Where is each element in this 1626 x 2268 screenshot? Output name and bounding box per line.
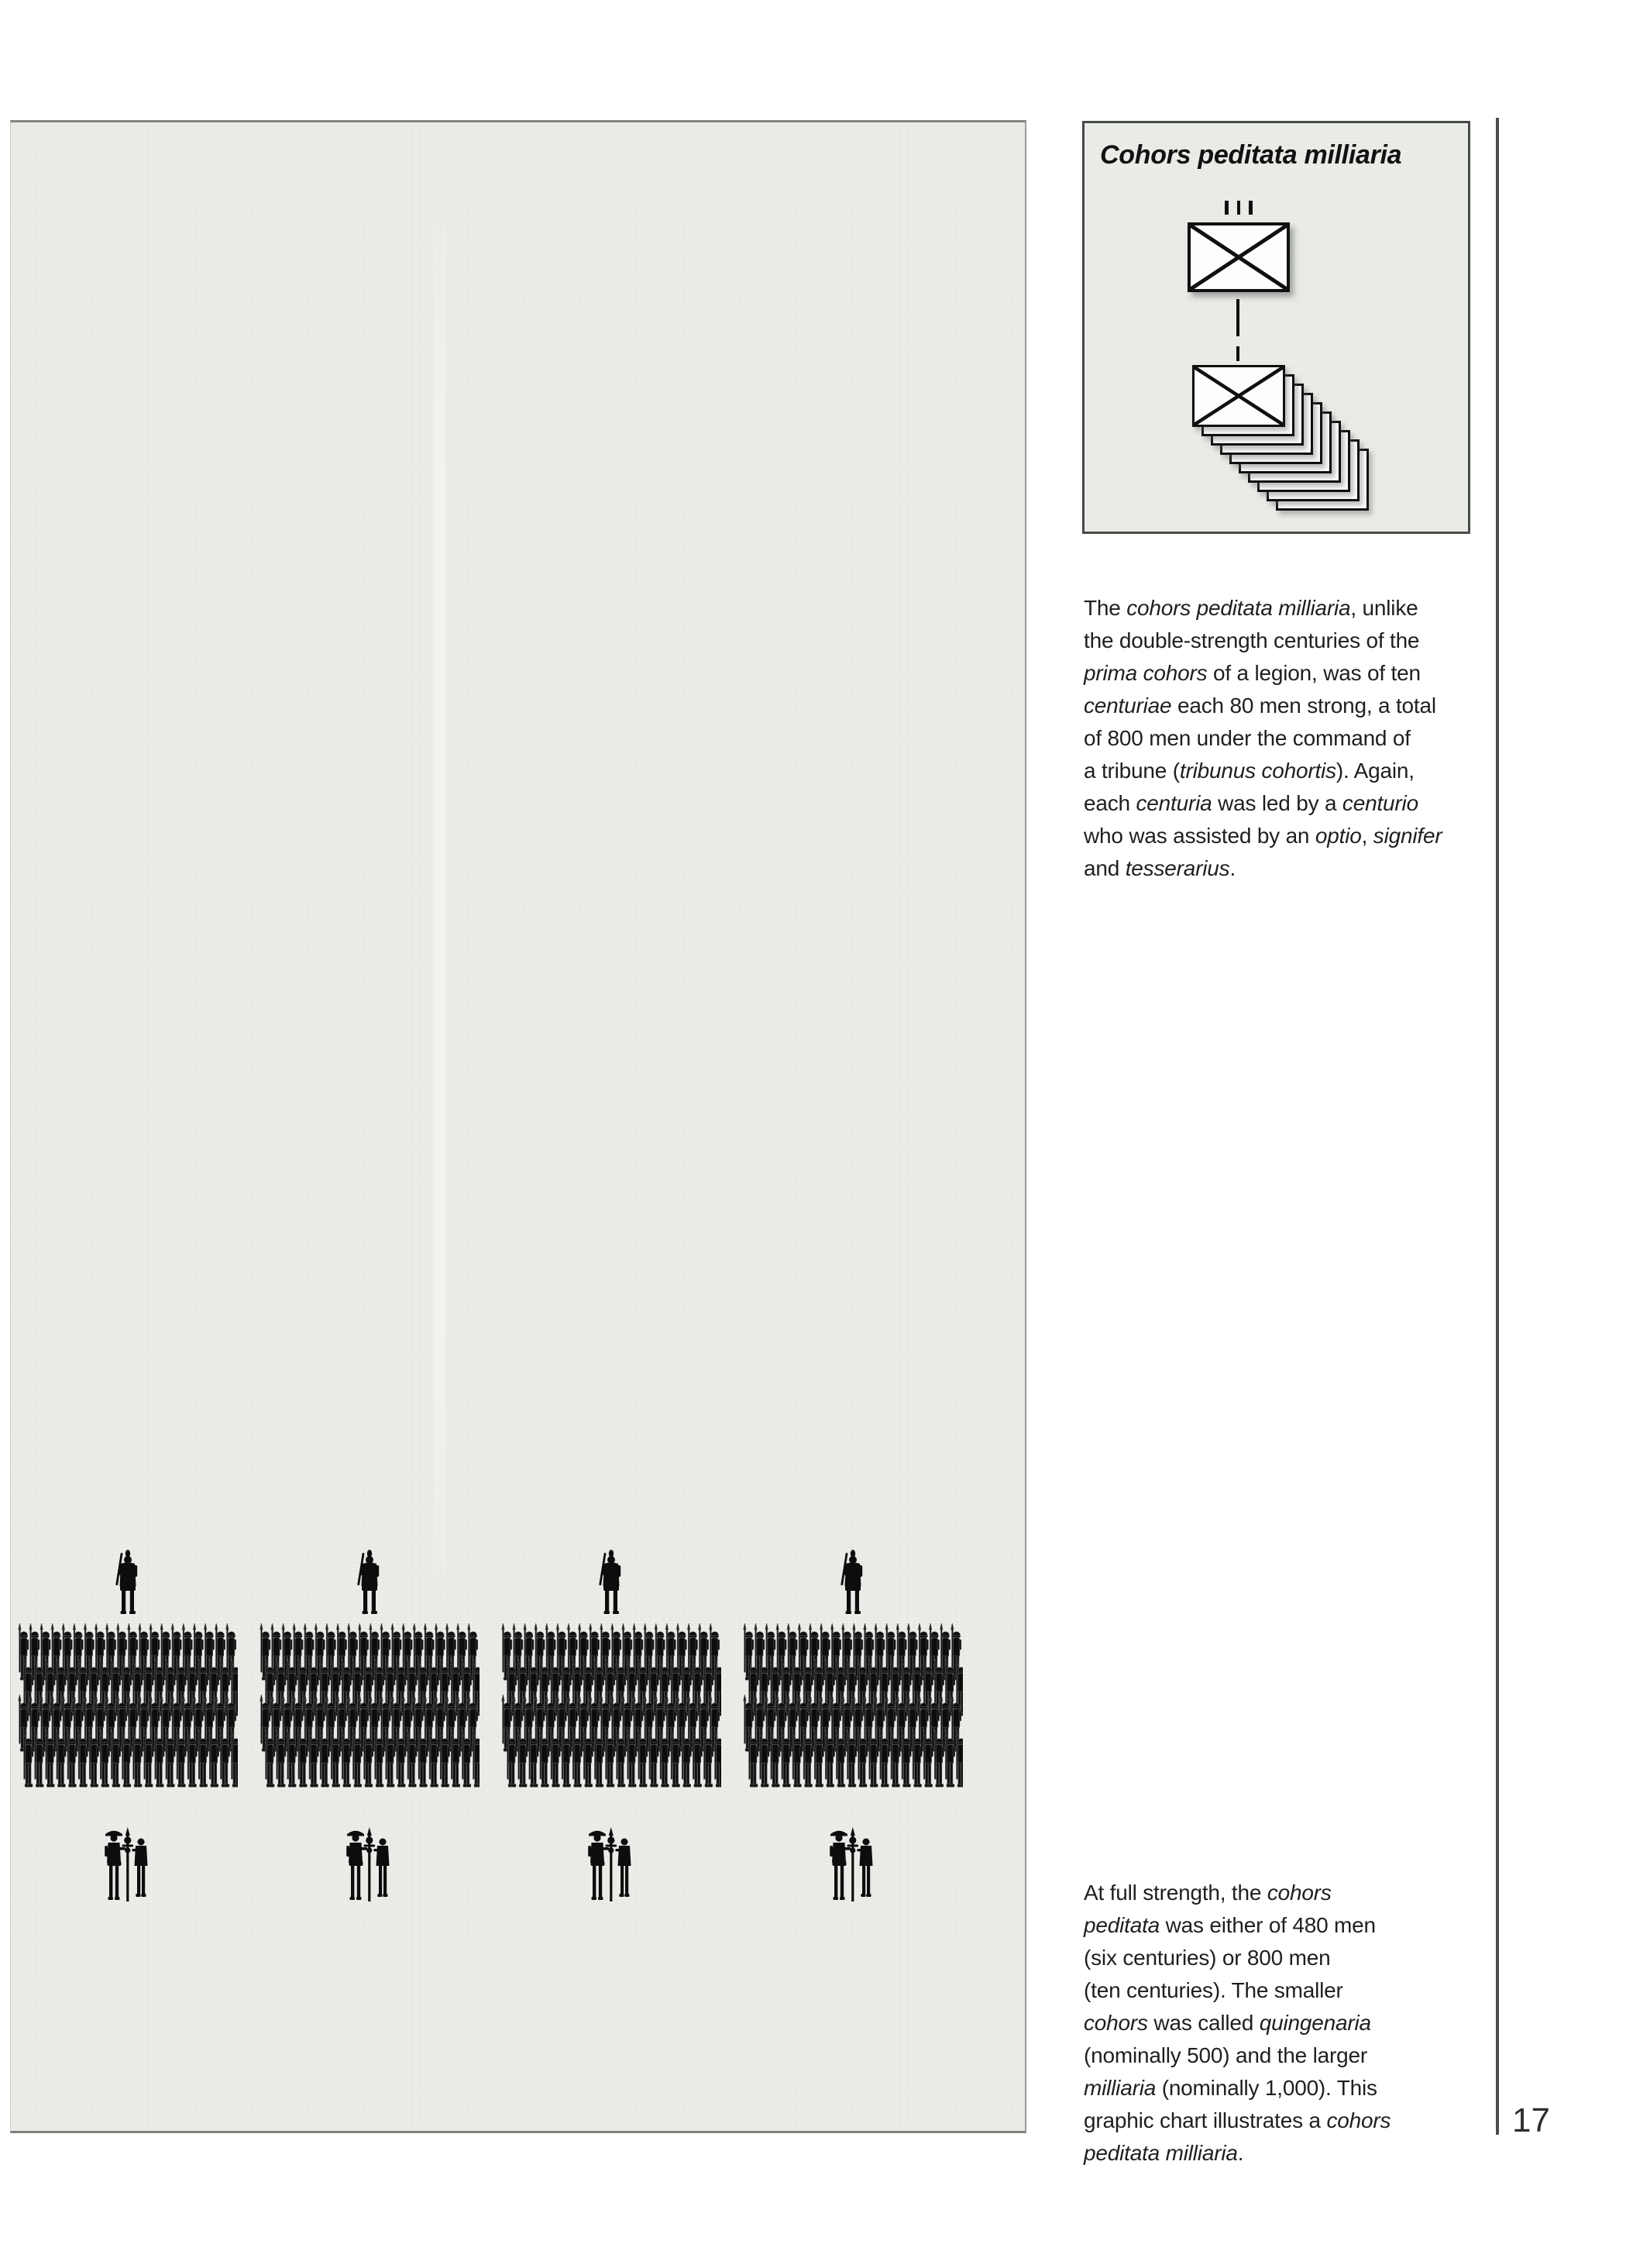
caption-line: centuriae each 80 men strong, a total: [1084, 693, 1436, 718]
standard-bearer-group-icon: [102, 1827, 153, 1903]
scan-streak: [433, 184, 445, 1618]
century-group: [259, 1550, 480, 2069]
caption-line: peditata was either of 480 men: [1084, 1913, 1376, 1937]
illustration-panel: [10, 120, 1026, 2133]
caption-line: cohors was called quingenaria: [1084, 2011, 1371, 2035]
caption-line: At full strength, the cohors: [1084, 1881, 1332, 1905]
caption-line: prima cohors of a legion, was of ten: [1084, 661, 1421, 685]
crossed-box-icon: [1191, 225, 1287, 289]
centuries-stack: [1192, 365, 1378, 512]
cohort-unit-symbol: [1188, 222, 1290, 292]
standard-bearer-group-icon: [586, 1827, 637, 1903]
caption-line: a tribune (tribunus cohortis). Again,: [1084, 759, 1415, 783]
centurio-figure-icon: [355, 1550, 384, 1615]
century-block: [742, 1623, 963, 1789]
century-group: [17, 1550, 238, 2069]
page-edge-rule: [1496, 118, 1499, 2135]
standard-bearer-group-icon: [344, 1827, 395, 1903]
century-symbol: [1192, 365, 1285, 427]
centurio-figure-icon: [838, 1550, 868, 1615]
caption-line: who was assisted by an optio, signifer: [1084, 824, 1442, 848]
caption-line: The cohors peditata milliaria, unlike: [1084, 596, 1418, 620]
standard-bearer-group-icon: [827, 1827, 878, 1903]
caption-line: (ten centuries). The smaller: [1084, 1978, 1343, 2002]
page-number: 17: [1512, 2101, 1550, 2139]
diagram-title: Cohors peditata milliaria: [1100, 140, 1402, 170]
milliaria-strength-marks-icon: [1225, 201, 1253, 215]
century-block: [500, 1623, 721, 1789]
century-group: [742, 1550, 963, 2069]
caption-line: the double-strength centuries of the: [1084, 628, 1420, 652]
caption-line: milliaria (nominally 1,000). This: [1084, 2076, 1377, 2100]
caption-paragraph-top: [1084, 592, 1490, 885]
century-group: [500, 1550, 721, 2069]
unit-diagram-box: [1082, 121, 1470, 534]
caption-line: and tesserarius.: [1084, 856, 1236, 880]
century-block: [17, 1623, 238, 1789]
caption-line: (six centuries) or 800 men: [1084, 1946, 1331, 1970]
caption-line: peditata milliaria.: [1084, 2141, 1244, 2165]
caption-line: each centuria was led by a centurio: [1084, 791, 1418, 815]
caption-line: graphic chart illustrates a cohors: [1084, 2108, 1391, 2132]
century-block: [259, 1623, 480, 1789]
caption-line: of 800 men under the command of: [1084, 726, 1411, 750]
caption-line: (nominally 500) and the larger: [1084, 2043, 1367, 2067]
centurio-figure-icon: [113, 1550, 143, 1615]
caption-paragraph-bottom: [1084, 1877, 1490, 2170]
centurio-figure-icon: [596, 1550, 626, 1615]
